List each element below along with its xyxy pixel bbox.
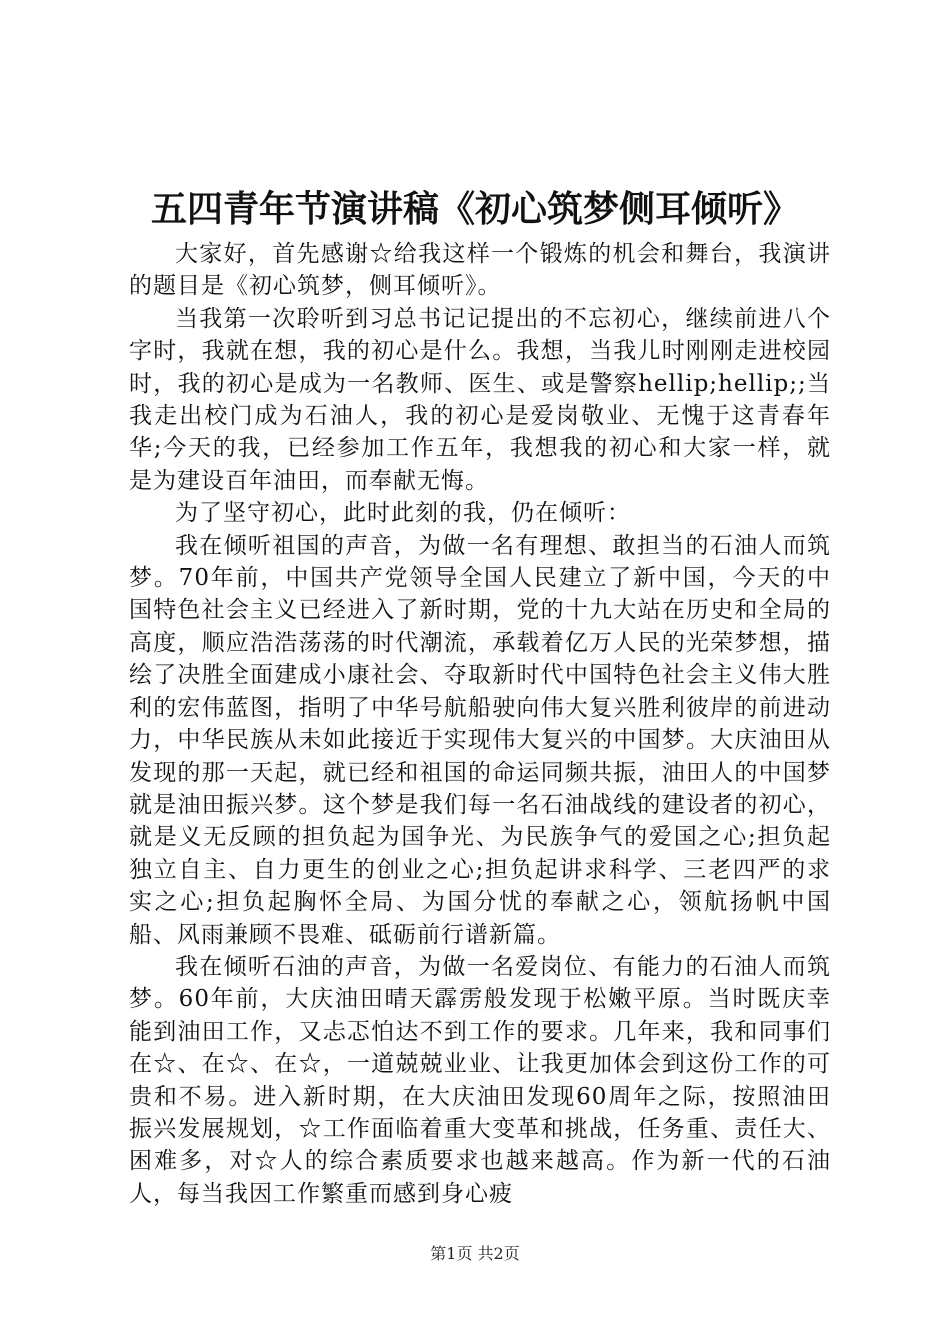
- paragraph: 我在倾听祖国的声音，为做一名有理想、敢担当的石油人而筑梦。70年前，中国共产党领导全国人民建立了新中国，今天的中国特色社会主义已经进入了新时期，党的十九大站在历史和全局的高度，顺应浩浩荡荡的时代潮流，承载着亿万人民的光荣梦想，描绘了决胜全面建成小康社会、夺取新时代中国特色社会主义伟大胜利的宏伟蓝图，指明了中华号航船驶向伟大复兴胜利彼岸的前进动力，中华民族从未如此接近于实现伟大复兴的中国梦。大庆油田从发现的那一天起，就已经和祖国的命运同频共振，油田人的中国梦就是油田振兴梦。这个梦是我们每一名石油战线的建设者的初心，就是义无反顾的担负起为国争光、为民族争气的爱国之心;担负起独立自主、自力更生的创业之心;担负起讲求科学、三老四严的求实之心;担负起胸怀全局、为国分忧的奉献之心，领航扬帆中国船、风雨兼顾不畏难、砥砺前行谱新篇。: [129, 532, 831, 948]
- paragraph: 当我第一次聆听到习总书记记提出的不忘初心，继续前进八个字时，我就在想，我的初心是什么。我想，当我儿时刚刚走进校园时，我的初心是成为一名教师、医生、或是警察hellip;hellip;;当我走出校门成为石油人，我的初心是爱岗敬业、无愧于这青春年华;今天的我，已经参加工作五年，我想我的初心和大家一样，就是为建设百年油田，而奉献无悔。: [129, 305, 831, 494]
- paragraph: 我在倾听石油的声音，为做一名爱岗位、有能力的石油人而筑梦。60年前，大庆油田晴天霹雳般发现于松嫩平原。当时既庆幸能到油田工作，又忐忑怕达不到工作的要求。几年来，我和同事们在☆、在☆、在☆，一道兢兢业业、让我更加体会到这份工作的可贵和不易。进入新时期，在大庆油田发现60周年之际，按照油田振兴发展规划，☆工作面临着重大变革和挑战，任务重、责任大、困难多，对☆人的综合素质要求也越来越高。作为新一代的石油人，每当我因工作繁重而感到身心疲: [129, 953, 831, 1207]
- paragraph: 大家好，首先感谢☆给我这样一个锻炼的机会和舞台，我演讲的题目是《初心筑梦，侧耳倾听》。: [129, 241, 831, 300]
- paragraph: 为了坚守初心，此时此刻的我，仍在倾听：: [175, 500, 631, 527]
- document-title: 五四青年节演讲稿《初心筑梦侧耳倾听》: [150, 188, 799, 230]
- page-footer: 第1页 共2页: [430, 1244, 520, 1263]
- document-body: [129, 238, 831, 1210]
